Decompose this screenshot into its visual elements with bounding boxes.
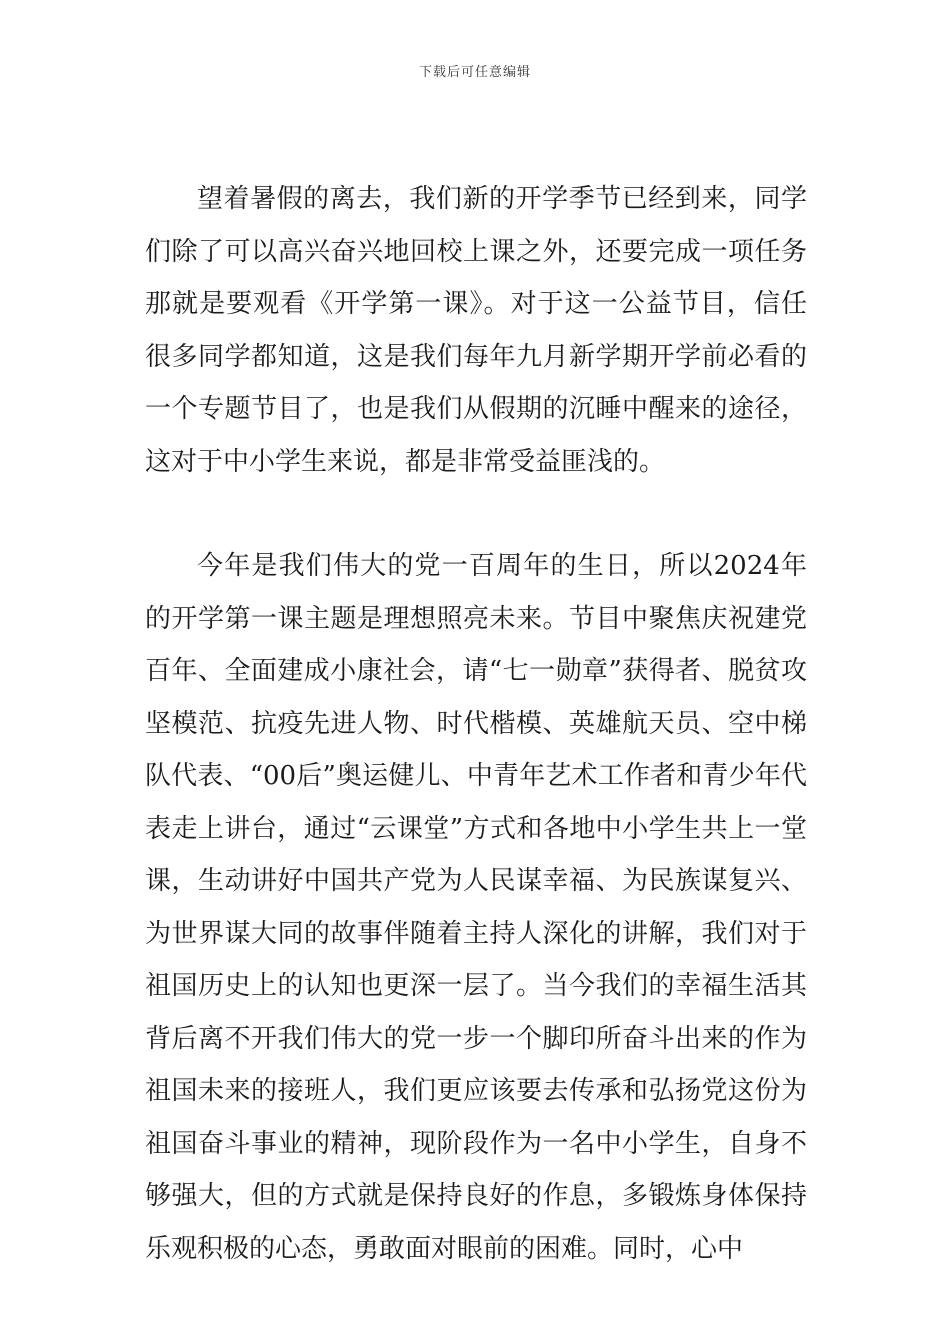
paragraph-spacer: [145, 488, 807, 540]
paragraph-2: 今年是我们伟大的党一百周年的生日，所以2024年的开学第一课主题是理想照亮未来。节目中聚焦庆祝建党百年、全面建成小康社会，请“七一勋章”获得者、脱贫攻坚模范、抗疫先进人物、时代楷模、英雄航天员、空中梯队代表、“00后”奥运健儿、中青年艺术工作者和青少年代表走上讲台，通过“云课堂”方式和各地中小学生共上一堂课，生动讲好中国共产党为人民谋幸福、为民族谋复兴、为世界谋大同的故事伴随着主持人深化的讲解，我们对于祖国历史上的认知也更深一层了。当今我们的幸福生活其背后离不开我们伟大的党一步一个脚印所奋斗出来的作为祖国未来的接班人，我们更应该要去传承和弘扬党这份为祖国奋斗事业的精神，现阶段作为一名中小学生，自身不够强大，但的方式就是保持良好的作息，多锻炼身体保持乐观积极的心态，勇敢面对眼前的困难。同时，心中: [145, 551, 807, 1264]
page-header: 下载后可任意编辑: [418, 65, 531, 80]
paragraph-1: 望着暑假的离去，我们新的开学季节已经到来，同学们除了可以高兴奋兴地回校上课之外，还要完成一项任务那就是要观看《开学第一课》。对于这一公益节目，信任很多同学都知道，这是我们每年九月新学期开学前必看的一个专题节目了，也是我们从假期的沉睡中醒来的途径，这对于中小学生来说，都是非常受益匪浅的。: [145, 184, 807, 477]
document-body: [145, 173, 807, 1275]
